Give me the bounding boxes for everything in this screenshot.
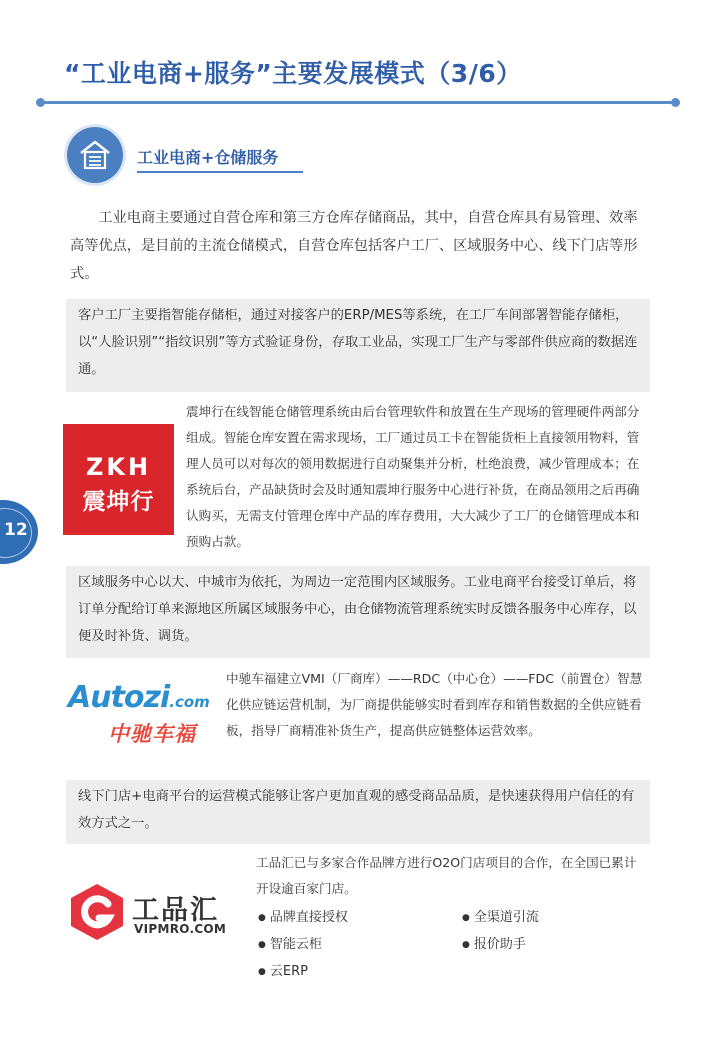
zkh-logo-cn: 震坤行: [82, 489, 155, 515]
section-title-underline: [137, 171, 303, 173]
title-rule: [40, 101, 676, 104]
vipmro-logo: [66, 880, 242, 944]
autozi-logo-cn: 中驰车福: [108, 722, 196, 746]
title-rule-dot-right: [671, 98, 680, 107]
bullet-item: ● 报价助手: [462, 933, 526, 952]
customer-factory-panel: 客户工厂主要指智能存储柜，通过对接客户的ERP/MES等系统，在工厂车间部署智能存储柜，以“人脸识别”“指纹识别”等方式验证身份，存取工业品，实现工厂生产与零部件供应商的数据连通。: [66, 299, 650, 392]
warehouse-icon: [67, 127, 123, 183]
page-number-badge: [0, 500, 38, 564]
vipmro-mark-icon: [66, 882, 128, 942]
title-rule-dot-left: [36, 98, 45, 107]
bullet-item: ● 全渠道引流: [462, 906, 539, 925]
zkh-logo: [63, 424, 174, 535]
vipmro-logo-en: VIPMRO.COM: [134, 922, 227, 936]
page-title: “工业电商+服务”主要发展模式（3/6）: [64, 59, 522, 88]
section-title: 工业电商+仓储服务: [137, 148, 279, 167]
regional-center-panel: 区域服务中心以大、中城市为依托，为周边一定范围内区域服务。工业电商平台接受订单后，将订单分配给订单来源地区所属区域服务中心，由仓储物流管理系统实时反馈各服务中心库存，以便及时补货、调货。: [66, 566, 650, 658]
vipmro-case-text: 工品汇已与多家合作品牌方进行O2O门店项目的合作，在全国已累计开设逾百家门店。: [256, 855, 637, 896]
bullet-item: ● 智能云柜: [258, 933, 322, 952]
autozi-logo: [64, 680, 220, 750]
page-number: 12: [4, 520, 28, 540]
bullet-item: ● 品牌直接授权: [258, 906, 348, 925]
intro-paragraph: 工业电商主要通过自营仓库和第三方仓库存储商品，其中，自营仓库具有易管理、效率高等优点，是目前的主流仓储模式，自营仓库包括客户工厂、区域服务中心、线下门店等形式。: [70, 210, 638, 282]
zkh-case-text: 震坤行在线智能仓储管理系统由后台管理软件和放置在生产现场的管理硬件两部分组成。智能仓库安置在需求现场，工厂通过员工卡在智能货柜上直接领用物料，管理人员可以对每次的领用数据进行自动聚集并分析，杜绝浪费，减少管理成本；在系统后台，产品缺货时会及时通知震坤行服务中心进行补货，在商品领用之后再确认购买，无需支付管理仓库中产品的库存费用，大大减少了工厂的仓储管理成本和预购占款。: [186, 404, 640, 549]
autozi-case-text: 中驰车福建立VMI（厂商库）——RDC（中心仓）——FDC（前置仓）智慧化供应链运营机制，为厂商提供能够实时看到库存和销售数据的全供应链看板，指导厂商精准补货生产，提高供应链整体运营效率。: [226, 671, 643, 738]
zkh-logo-en: ZKH: [85, 453, 152, 481]
bullet-item: ● 云ERP: [258, 960, 308, 979]
autozi-logo-en: Autozi: [68, 680, 170, 715]
vipmro-logo-cn: 工品汇: [132, 895, 219, 926]
autozi-logo-com: .com: [169, 693, 210, 711]
offline-store-panel: 线下门店+电商平台的运营模式能够让客户更加直观的感受商品品质，是快速获得用户信任的有效方式之一。: [66, 780, 650, 844]
